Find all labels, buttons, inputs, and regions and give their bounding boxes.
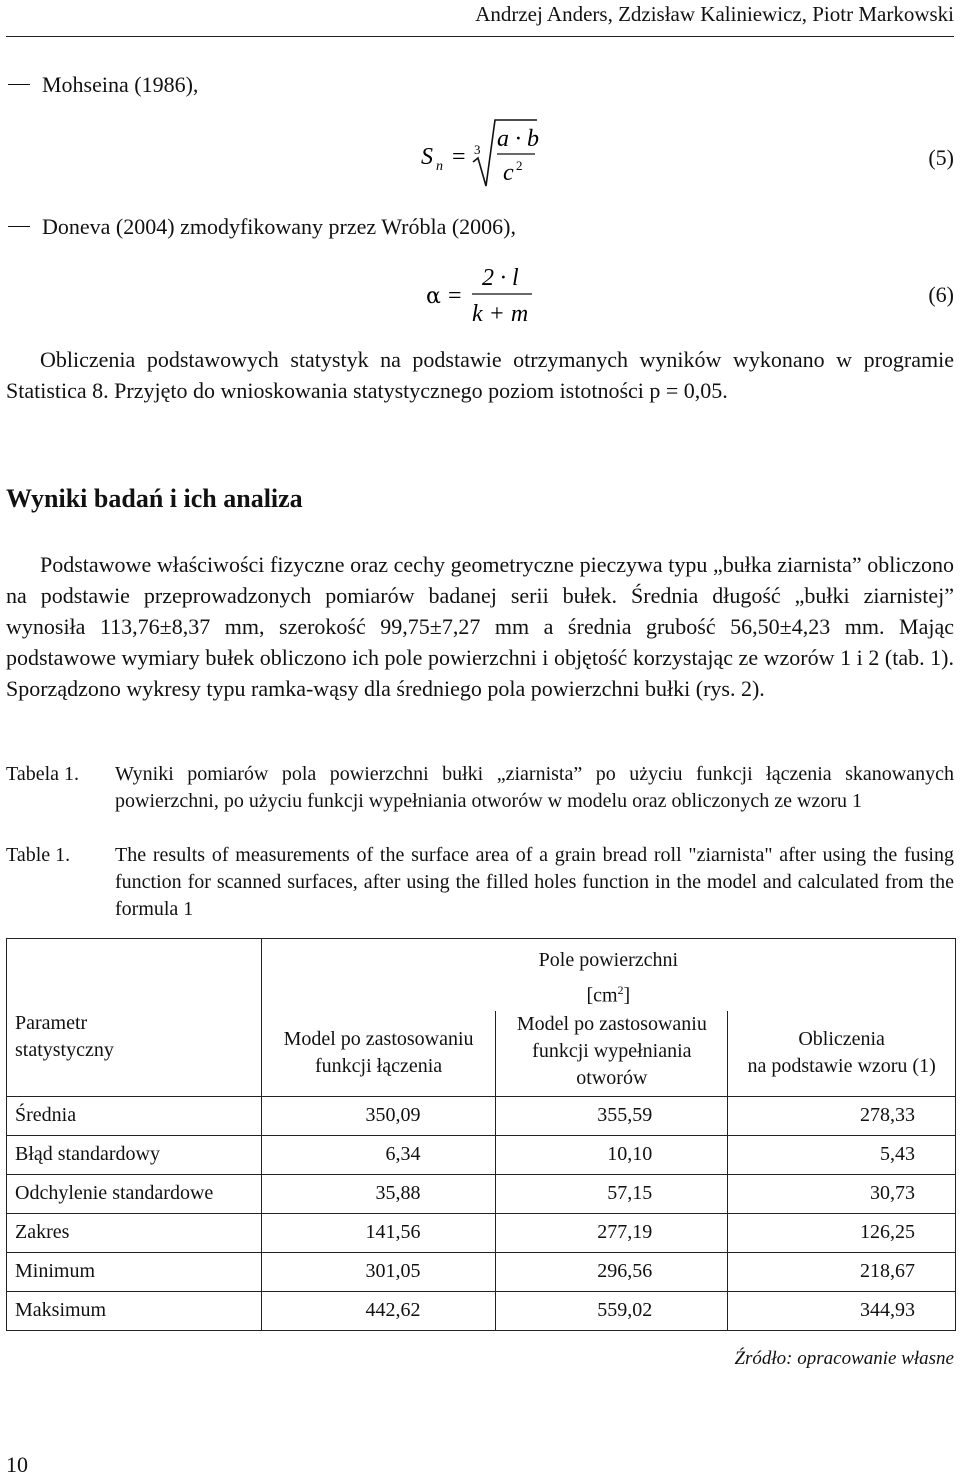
row-label: Odchylenie standardowe [7,1174,262,1213]
header-col3-line2: na podstawie wzoru (1) [747,1054,936,1077]
header-col1-line2: funkcji łączenia [315,1054,443,1077]
cell-value: 6,34 [261,1135,496,1174]
header-parametr-line1: Parametr [15,1012,88,1035]
header-col1-line1: Model po zastosowaniu [283,1027,474,1050]
header-parametr [7,939,262,1097]
intro-paragraph: Obliczenia podstawowych statystyk na podstawie otrzymanych wyników wykonano w programie Statistica 8. Przyjęto do wnioskowania statystycznego poziom istotności p = 0,05. [6,347,954,403]
table-row [7,1252,956,1291]
cell-value: 35,88 [261,1174,496,1213]
table-row [7,1135,956,1174]
header-pole-unit: $[cm^2]$ [586,983,631,1007]
running-header: Andrzej Anders, Zdzisław Kaliniewicz, Piotr Markowski [475,2,954,26]
caption-label-pl: Tabela 1. [6,763,80,785]
header-col-wypelniania [496,1011,728,1097]
row-label: Średnia [7,1096,262,1135]
cell-value: 344,93 [728,1291,956,1330]
cell-value: 296,56 [496,1252,728,1291]
dash-bullet [8,226,30,227]
list-item-doneva-text: Doneva (2004) zmodyfikowany przez Wróbla (2006), [42,214,516,239]
section-heading: Wyniki badań i ich analiza [6,484,303,513]
equation-6-formula [420,258,550,330]
eq6-denominator: k + m [472,301,529,327]
results-table [6,938,956,1331]
eq5-equals: = [452,144,466,170]
cell-value: 30,73 [728,1174,956,1213]
table-row [7,1213,956,1252]
row-label: Maksimum [7,1291,262,1330]
cell-value: 301,05 [261,1252,496,1291]
cell-value: 5,43 [728,1135,956,1174]
list-item-mohseina-text: Mohseina (1986), [42,72,199,97]
table-header-row-group [7,939,956,1011]
cell-value: 278,33 [728,1096,956,1135]
table-row [7,1174,956,1213]
caption-text-en: The results of measurements of the surface area of a grain bread roll "ziarnista" after using the fusing function for scanned surfaces, after using the filled holes function in the model and calculated from the formula 1 [115,844,954,920]
list-item-mohseina [8,72,198,98]
header-parametr-line2: statystyczny [15,1039,114,1062]
cell-value: 277,19 [496,1213,728,1252]
table-source-note: Źródło: opracowanie własne [734,1348,954,1369]
cell-value: 141,56 [261,1213,496,1252]
cell-value: 559,02 [496,1291,728,1330]
equation-6-number: (6) [928,282,954,307]
eq6-equals: = [448,283,462,309]
table-row [7,1291,956,1330]
cell-value: 355,59 [496,1096,728,1135]
equation-5-formula [415,112,545,192]
eq5-den-exponent: 2 [516,158,523,173]
eq6-numerator: 2 · l [482,265,519,291]
cell-value: 350,09 [261,1096,496,1135]
caption-label-en: Table 1. [6,844,71,866]
table-row [7,1096,956,1135]
dash-bullet [8,84,30,85]
header-col2-line2: funkcji wypełniania [532,1039,692,1062]
header-rule [6,36,954,37]
cell-value: 10,10 [496,1135,728,1174]
row-label: Minimum [7,1252,262,1291]
header-pole-powierzchni [261,939,955,1011]
cell-value: 218,67 [728,1252,956,1291]
eq6-lhs: α [426,284,441,309]
header-col-laczenia [261,1011,496,1097]
equation-5-number: (5) [928,145,954,170]
header-col-obliczenia [728,1011,956,1097]
cell-value: 126,25 [728,1213,956,1252]
header-col3-line1: Obliczenia [798,1027,885,1050]
cell-value: 442,62 [261,1291,496,1330]
header-col2-line3: otworów [576,1066,648,1089]
header-col2-line1: Model po zastosowaniu [516,1012,707,1035]
eq5-lhs: S [421,144,433,170]
eq5-denominator: c [503,160,514,186]
body-paragraph: Podstawowe właściwości fizyczne oraz cechy geometryczne pieczywa typu „bułka ziarnista” obliczono na podstawie przeprowadzonych pomiarów badanej serii bułek. Średnia długość „bułki ziarnistej” wynosiła 113,76±8,37 mm, szerokość 99,75±7,27 mm a średnia grubość 56,50±4,23 mm. Mając podstawowe wymiary bułek obliczono ich pole powierzchni i objętość korzystając ze wzorów 1 i 2 (tab. 1). Sporządzono wykresy typu ramka-wąsy dla średniego pola powierzchni bułki (rys. 2). [6,552,954,701]
list-item-doneva [8,214,516,240]
row-label: Zakres [7,1213,262,1252]
header-pole-line1: Pole powierzchni [538,949,679,971]
eq5-numerator: a · b [497,126,539,152]
eq5-root-index: 3 [474,142,481,157]
caption-text-pl: Wyniki pomiarów pola powierzchni bułki „ziarnista” po użyciu funkcji łączenia skanowanych powierzchni, po użyciu funkcji wypełniania otworów w modelu oraz obliczonych ze wzoru 1 [115,763,954,812]
page-number: 10 [6,1452,28,1477]
cell-value: 57,15 [496,1174,728,1213]
eq5-subscript: n [436,159,443,174]
row-label: Błąd standardowy [7,1135,262,1174]
